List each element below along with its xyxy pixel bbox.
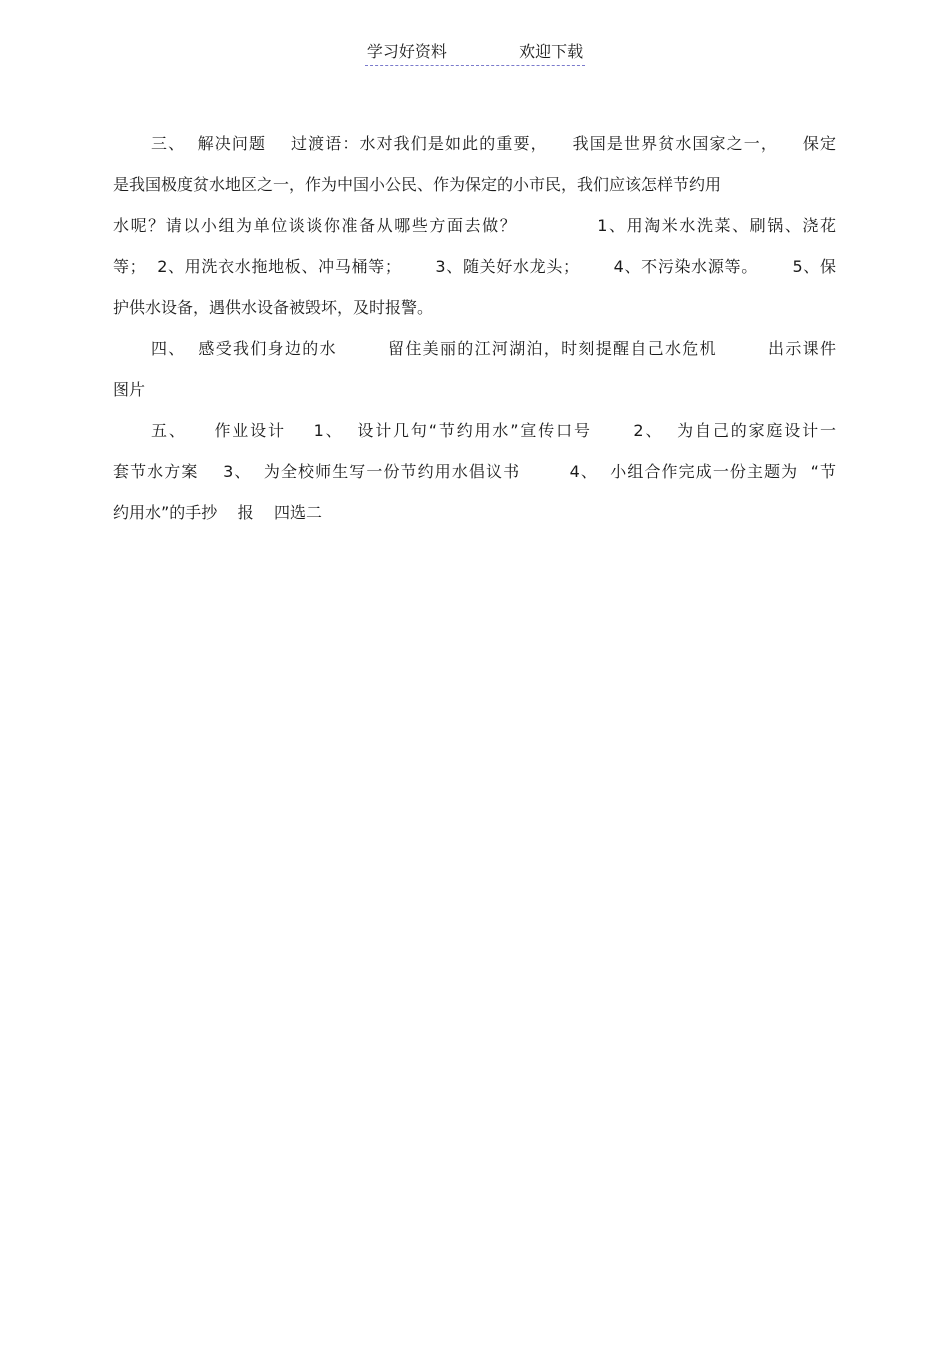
- paragraph-homework: [113, 410, 836, 533]
- paragraph-line: 约用水”的手抄 报 四选二: [113, 503, 322, 522]
- paragraph-line: 水呢？请以小组为单位谈谈你准备从哪些方面去做？ 1、用淘米水洗菜、刷锅、浇花: [113, 216, 836, 235]
- paragraph-line: 套节水方案 3、 为全校师生写一份节约用水倡议书 4、 小组合作完成一份主题为 “节: [113, 462, 836, 481]
- paragraph-line: 护供水设备，遇供水设备被毁坏，及时报警。: [113, 298, 434, 317]
- header-banner: [365, 40, 585, 66]
- page-header: [0, 40, 950, 66]
- paragraph-line: 五、 作业设计 1、 设计几句“节约用水”宣传口号 2、 为自己的家庭设计一: [151, 421, 836, 440]
- paragraph-line: 三、 解决问题 过渡语：水对我们是如此的重要， 我国是世界贫水国家之一， 保定: [151, 134, 836, 153]
- paragraph-line: 四、 感受我们身边的水 留住美丽的江河湖泊，时刻提醒自己水危机 出示课件: [151, 339, 836, 358]
- paragraph-line: 是我国极度贫水地区之一，作为中国小公民、作为保定的小市民，我们应该怎样节约用: [113, 175, 722, 194]
- header-right-text: 欢迎下载: [519, 42, 584, 61]
- paragraph-solve-problem: [113, 123, 836, 328]
- paragraph-feel-water: [113, 328, 836, 410]
- paragraph-line: 图片: [113, 380, 146, 399]
- paragraph-line: 等； 2、用洗衣水拖地板、冲马桶等； 3、随关好水龙头； 4、不污染水源等。 5、保: [113, 257, 836, 276]
- document-body: [113, 123, 836, 533]
- header-left-text: 学习好资料: [366, 42, 447, 61]
